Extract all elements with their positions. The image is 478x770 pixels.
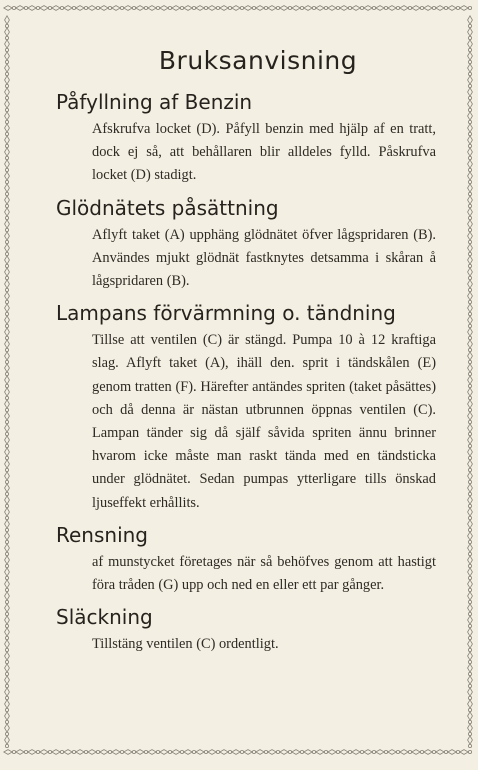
border-top xyxy=(4,6,472,11)
border-left xyxy=(5,16,10,748)
section-cleaning xyxy=(56,521,436,597)
section-body: Afskrufva locket (D). Påfyll benzin med hjälp af en tratt, dock ej så, att behållaren blir alldeles fylld. Påskrufva locket (D) stadigt. xyxy=(92,121,436,184)
document-title: Bruksanvisning xyxy=(158,46,358,75)
section-body: Aflyft taket (A) upphäng glödnätet öfver lågspridaren (B). Användes mjukt glödnät fastknytes detsamma i skåran å lågspridaren (B). xyxy=(92,226,436,290)
document-content xyxy=(56,44,436,662)
section-extinguish xyxy=(56,603,436,656)
section-body: Tillstäng ventilen (C) ordentligt. xyxy=(92,636,279,653)
section-body: af munstycket företages när så behöfves genom att hastigt föra tråden (G) upp och ned en eller ett par gånger. xyxy=(92,553,436,594)
border-bottom xyxy=(4,750,472,755)
section-preheat-ignite xyxy=(56,299,436,515)
section-heading: Lampans förvärmning o. tändning xyxy=(56,301,396,326)
section-fill-benzin xyxy=(56,88,436,188)
border-right xyxy=(468,16,473,748)
section-heading: Släckning xyxy=(56,605,153,630)
section-mantle-attach xyxy=(56,194,436,294)
section-heading: Påfyllning af Benzin xyxy=(56,90,253,114)
section-heading: Rensning xyxy=(56,522,149,547)
section-heading: Glödnätets påsättning xyxy=(56,195,279,220)
section-body: Tillse att ventilen (C) är stängd. Pumpa 10 à 12 kraftiga slag. Aflyft taket (A), ihäll den. sprit i tändskålen (E) genom tratten (F). Härefter antändes spriten (taket påsättes) och då denna är nästan utbrunnen öppnas ventilen (C). Lampan tänder sig då själf såvida spriten ännu brinner hvarom icke måste man raskt tända med en tändsticka under glödnätet. Sedan pumpas ytterligare tills önskad ljuseffekt erhållits. xyxy=(92,332,436,511)
